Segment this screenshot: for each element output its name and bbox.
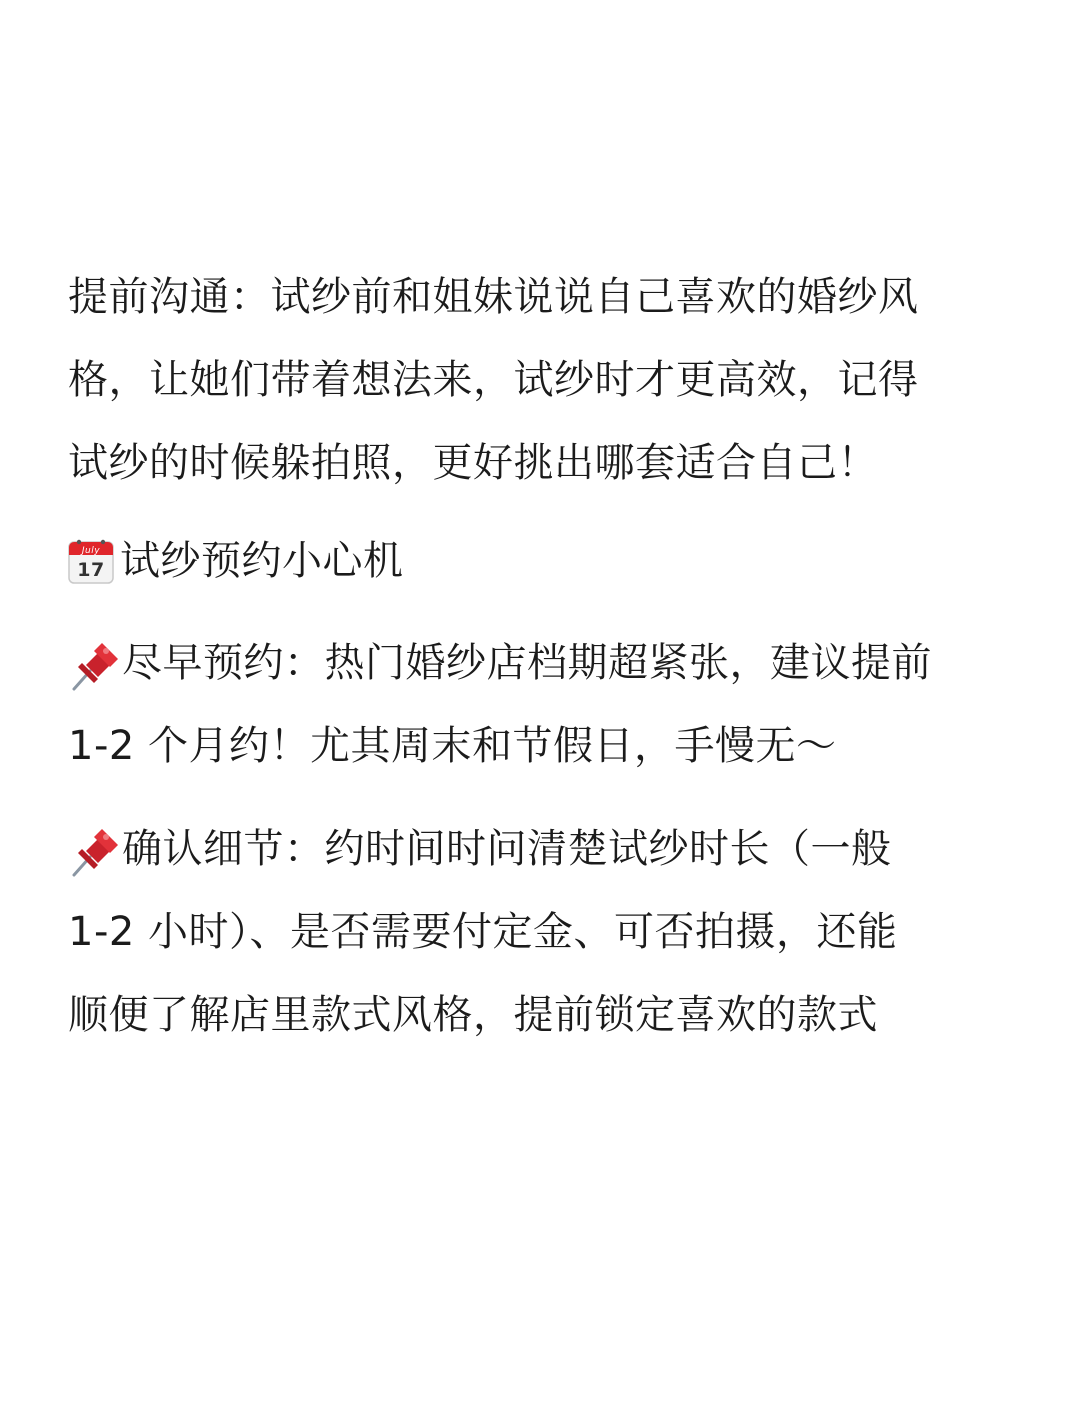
pushpin-icon — [68, 827, 120, 879]
section-heading-text: 试纱预约小心机 — [120, 538, 404, 584]
text-line: 提前沟通：试纱前和姐妹说说自己喜欢的婚纱风 — [68, 274, 919, 320]
calendar-month: July — [81, 545, 101, 556]
tip-title-line: 确认细节：约时间时问清楚试纱时长（一般 — [122, 826, 892, 872]
text-line: 1-2 个月约！尤其周末和节假日，手慢无～ — [68, 723, 837, 769]
tip-early-booking — [68, 622, 1008, 788]
text-line — [68, 808, 1008, 891]
section-heading — [68, 520, 1008, 603]
calendar-icon — [68, 538, 114, 584]
text-line: 顺便了解店里款式风格，提前锁定喜欢的款式 — [68, 992, 878, 1038]
text-line: 格，让她们带着想法来，试纱时才更高效，记得 — [68, 357, 919, 403]
calendar-day: 17 — [77, 558, 105, 581]
tip-confirm-details — [68, 808, 1008, 1057]
tip-title-line: 尽早预约：热门婚纱店档期超紧张，建议提前 — [122, 640, 932, 686]
pushpin-icon — [68, 641, 120, 693]
text-line: 1-2 小时）、是否需要付定金、可否拍摄，还能 — [68, 909, 898, 955]
text-line: 试纱的时候躲拍照，更好挑出哪套适合自己！ — [68, 440, 878, 486]
text-line — [68, 622, 1008, 705]
intro-paragraph — [68, 256, 1008, 505]
article-body — [68, 256, 1008, 1057]
